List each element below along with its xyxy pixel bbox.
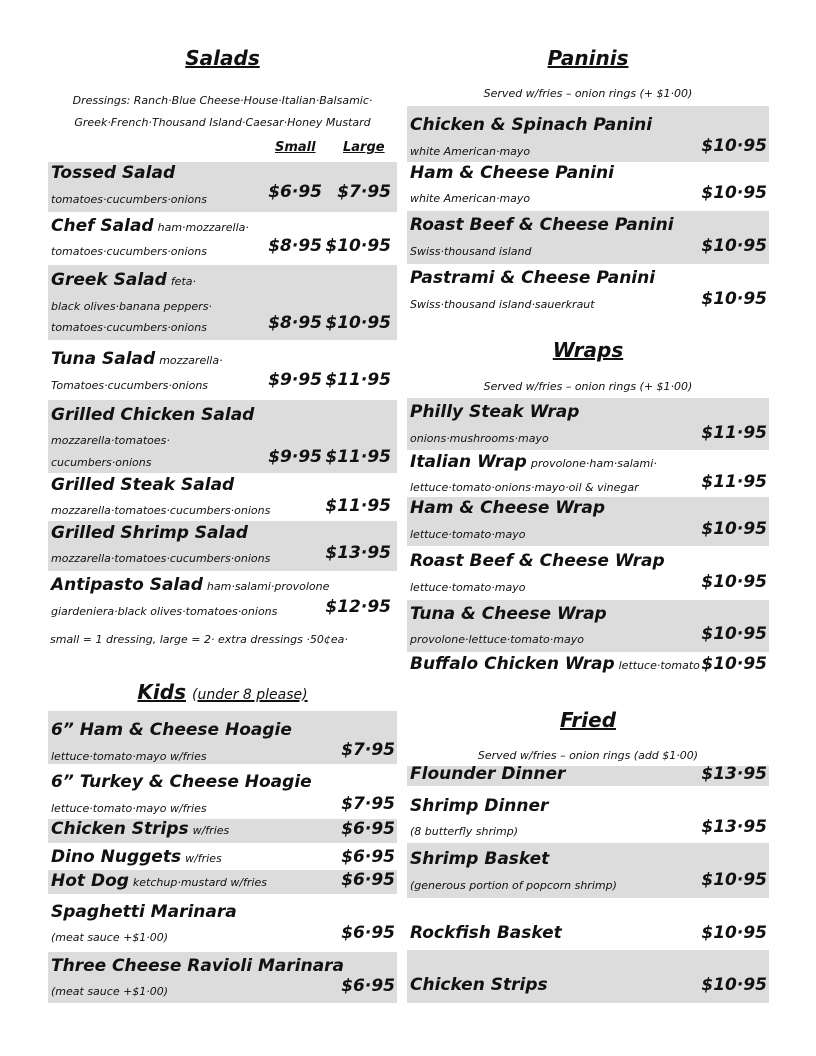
paninis-note: Served w/fries – onion rings (+ $1·00) — [483, 87, 693, 100]
item-desc: lettuce·tomato·mayo — [410, 528, 526, 541]
panini-item — [407, 162, 769, 211]
item-price: $11·95 — [701, 472, 767, 492]
item-inline-desc: provolone·ham·salami· — [530, 457, 657, 470]
large-price: $11·95 — [325, 447, 391, 467]
item-price: $6·95 — [341, 976, 395, 996]
item-name: Chicken Strips — [410, 975, 548, 995]
item-name: Chef Salad ham·mozzarella· — [51, 216, 249, 236]
fried-item — [407, 766, 769, 786]
fried-item — [407, 898, 769, 950]
item-name: Flounder Dinner — [410, 764, 566, 784]
item-inline-desc: feta· — [170, 275, 197, 288]
item-name: Pastrami & Cheese Panini — [410, 268, 656, 288]
item-price: $10·95 — [701, 654, 767, 674]
small-price: $9·95 — [268, 370, 322, 390]
item-name: Grilled Chicken Salad — [51, 405, 255, 425]
large-size-header: Large — [343, 140, 385, 155]
item-name: Philly Steak Wrap — [410, 402, 580, 422]
item-desc: (8 butterfly shrimp) — [410, 825, 519, 838]
item-price: $7·95 — [341, 740, 395, 760]
item-inline-desc: ham·mozzarella· — [157, 221, 249, 234]
item-desc: tomatoes·cucumbers·onions — [51, 321, 207, 334]
item-name: Rockfish Basket — [410, 923, 562, 943]
item-name: Grilled Steak Salad — [51, 475, 235, 495]
item-price: $7·95 — [341, 794, 395, 814]
item-inline-desc: ham·salami·provolone — [206, 580, 330, 593]
item-desc: white American·mayo — [410, 145, 531, 158]
item-desc: (meat sauce +$1·00) — [51, 985, 169, 998]
salad-item — [48, 571, 397, 626]
item-price: $10·95 — [701, 572, 767, 592]
item-desc: tomatoes·cucumbers·onions — [51, 193, 207, 206]
item-name: Roast Beef & Cheese Wrap — [410, 551, 665, 571]
wrap-item — [407, 398, 769, 450]
salads-title: Salads — [185, 46, 260, 70]
wrap-item — [407, 600, 769, 652]
item-desc: lettuce·tomato·mayo w/fries — [51, 802, 207, 815]
item-desc: (meat sauce +$1·00) — [51, 931, 169, 944]
kids-item — [48, 711, 397, 764]
item-price: $10·95 — [701, 289, 767, 309]
item-name: Shrimp Dinner — [410, 796, 549, 816]
item-name: Buffalo Chicken Wrap lettuce·tomato — [410, 654, 700, 674]
salad-item — [48, 162, 397, 212]
item-price: $10·95 — [701, 923, 767, 943]
item-name: Tuna & Cheese Wrap — [410, 604, 607, 624]
item-desc: mozzarella·tomatoes·cucumbers·onions — [51, 552, 271, 565]
large-price: $7·95 — [337, 182, 391, 202]
item-name: Ham & Cheese Wrap — [410, 498, 606, 518]
kids-item — [48, 896, 397, 952]
large-price: $10·95 — [325, 313, 391, 333]
item-price: $6·95 — [341, 870, 395, 890]
item-desc: (generous portion of popcorn shrimp) — [410, 879, 617, 892]
salad-item — [48, 340, 397, 400]
item-name: Greek Salad feta· — [51, 270, 197, 290]
item-price: $10·95 — [701, 624, 767, 644]
item-desc: lettuce·tomato·onions·mayo·oil & vinegar — [410, 481, 639, 494]
item-desc: provolone·lettuce·tomato·mayo — [410, 633, 584, 646]
item-name: Shrimp Basket — [410, 849, 550, 869]
large-price: $11·95 — [325, 370, 391, 390]
item-name: Antipasto Salad ham·salami·provolone — [51, 575, 330, 595]
large-price: $10·95 — [325, 236, 391, 256]
item-name: Roast Beef & Cheese Panini — [410, 215, 674, 235]
item-price: $10·95 — [701, 519, 767, 539]
kids-item — [48, 764, 397, 819]
item-name: Spaghetti Marinara — [51, 902, 237, 922]
item-inline-desc: mozzarella· — [159, 354, 223, 367]
item-desc: mozzarella·tomatoes· — [51, 434, 170, 447]
small-price: $8·95 — [268, 236, 322, 256]
paninis-title: Paninis — [547, 46, 629, 70]
item-name: Chicken Strips w/fries — [51, 819, 230, 839]
wraps-note: Served w/fries – onion rings (+ $1·00) — [483, 380, 693, 393]
item-desc: tomatoes·cucumbers·onions — [51, 245, 207, 258]
small-price: $8·95 — [268, 313, 322, 333]
large-price: $11·95 — [325, 496, 391, 516]
small-price: $6·95 — [268, 182, 322, 202]
salad-item — [48, 212, 397, 265]
kids-item — [48, 952, 397, 1003]
item-inline-desc: ketchup·mustard w/fries — [132, 876, 267, 889]
wrap-item — [407, 450, 769, 497]
item-name: 6” Ham & Cheese Hoagie — [51, 720, 292, 740]
fried-note: Served w/fries – onion rings (add $1·00) — [477, 749, 699, 762]
item-name: 6” Turkey & Cheese Hoagie — [51, 772, 312, 792]
item-desc: mozzarella·tomatoes·cucumbers·onions — [51, 504, 271, 517]
panini-item — [407, 211, 769, 264]
item-name: Ham & Cheese Panini — [410, 163, 614, 183]
salad-item — [48, 521, 397, 571]
dressings-line-2: Greek·French·Thousand Island·Caesar·Honey Mustard — [74, 116, 371, 129]
salad-item — [48, 473, 397, 521]
item-name: Chicken & Spinach Panini — [410, 115, 653, 135]
item-desc: Swiss·thousand island·sauerkraut — [410, 298, 595, 311]
salads-footer-note: small = 1 dressing, large = 2· extra dressings ·50¢ea· — [50, 633, 348, 646]
item-name: Grilled Shrimp Salad — [51, 523, 248, 543]
item-price: $11·95 — [701, 423, 767, 443]
item-price: $10·95 — [701, 870, 767, 890]
item-desc: giardeniera·black olives·tomatoes·onions — [51, 605, 278, 618]
salad-item — [48, 265, 397, 340]
small-price: $9·95 — [268, 447, 322, 467]
item-price: $13·95 — [701, 764, 767, 784]
panini-item — [407, 264, 769, 318]
item-price: $10·95 — [701, 975, 767, 995]
item-inline-desc: w/fries — [192, 824, 230, 837]
item-price: $10·95 — [701, 136, 767, 156]
panini-item — [407, 106, 769, 162]
item-desc: cucumbers·onions — [51, 456, 152, 469]
salad-item — [48, 400, 397, 473]
wrap-item — [407, 497, 769, 546]
kids-item — [48, 819, 397, 843]
item-name: Three Cheese Ravioli Marinara — [51, 956, 345, 976]
item-price: $6·95 — [341, 819, 395, 839]
fried-item — [407, 950, 769, 1003]
fried-title: Fried — [559, 708, 617, 732]
item-desc: black olives·banana peppers· — [51, 300, 212, 313]
item-name: Tossed Salad — [51, 163, 176, 183]
kids-item — [48, 870, 397, 894]
fried-item — [407, 786, 769, 843]
item-price: $6·95 — [341, 847, 395, 867]
item-price: $6·95 — [341, 923, 395, 943]
item-inline-desc: w/fries — [185, 852, 222, 865]
fried-item — [407, 843, 769, 898]
kids-subtitle: (under 8 please) — [191, 687, 308, 703]
large-price: $13·95 — [325, 543, 391, 563]
item-name: Hot Dog ketchup·mustard w/fries — [51, 871, 267, 891]
wraps-title: Wraps — [552, 338, 624, 362]
dressings-line-1: Dressings: Ranch·Blue Cheese·House·Italian·Balsamic· — [72, 94, 373, 107]
wrap-item — [407, 652, 769, 680]
kids-item — [48, 845, 397, 870]
item-desc: lettuce·tomato·mayo — [410, 581, 526, 594]
item-price: $10·95 — [701, 236, 767, 256]
item-name: Dino Nuggets w/fries — [51, 847, 222, 867]
wrap-item — [407, 546, 769, 600]
item-desc: onions·mushrooms·mayo — [410, 432, 549, 445]
item-desc: Tomatoes·cucumbers·onions — [51, 379, 209, 392]
item-price: $13·95 — [701, 817, 767, 837]
item-desc: white American·mayo — [410, 192, 531, 205]
item-inline-desc: lettuce·tomato — [618, 659, 700, 672]
kids-title: Kids (under 8 please) — [137, 680, 308, 704]
item-name: Tuna Salad mozzarella· — [51, 349, 223, 369]
item-price: $10·95 — [701, 183, 767, 203]
item-desc: lettuce·tomato·mayo w/fries — [51, 750, 207, 763]
item-name: Italian Wrap provolone·ham·salami· — [410, 452, 657, 472]
large-price: $12·95 — [325, 597, 391, 617]
item-desc: Swiss·thousand island — [410, 245, 532, 258]
small-size-header: Small — [275, 140, 316, 155]
